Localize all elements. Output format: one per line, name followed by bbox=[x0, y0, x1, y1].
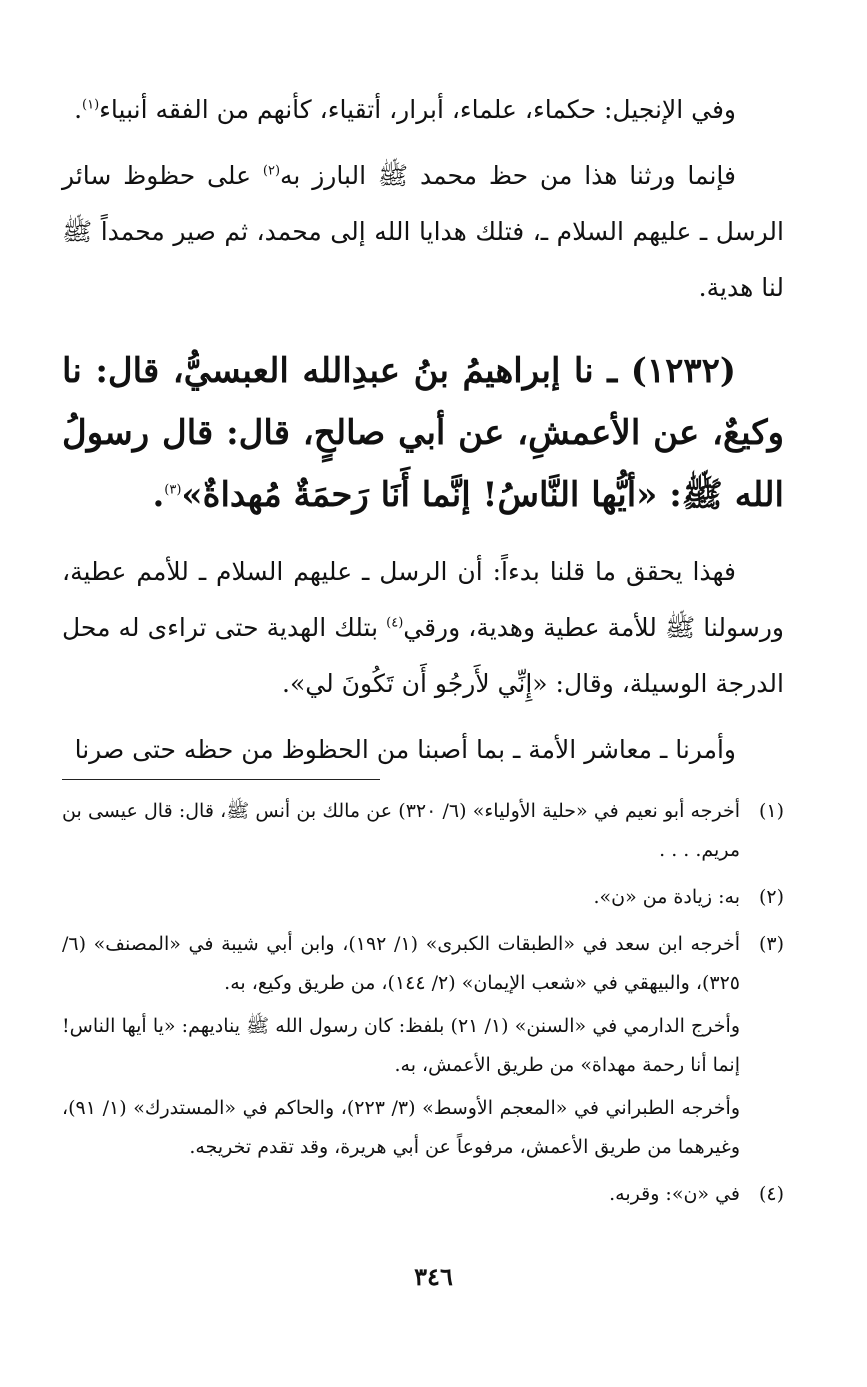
footnote-number: (٤) bbox=[758, 1183, 784, 1205]
footnote-text: وأخرج الدارمي في «السنن» (١/ ٢١) بلفظ: كان رسول الله ﷺ يناديهم: «يا أيها الناس! إنما أنا رحمة مهداة» من طريق الأعمش، به. bbox=[62, 1015, 740, 1076]
footnote bbox=[62, 925, 784, 1171]
footnote bbox=[62, 878, 784, 921]
footnotes bbox=[62, 792, 784, 1222]
footnote-number: (٣) bbox=[758, 933, 784, 955]
footnote bbox=[62, 792, 784, 874]
footnote-ref[interactable]: (١) bbox=[82, 97, 100, 113]
footnote-divider bbox=[62, 779, 380, 780]
footnote-ref[interactable]: (٣) bbox=[164, 482, 182, 498]
main-text bbox=[62, 82, 784, 788]
paragraph: وفي الإنجيل: حكماء، علماء، أبرار، أتقياء، كأنهم من الفقه أنبياء$^{(١)}$. bbox=[74, 95, 736, 124]
paragraph: فإنما ورثنا هذا من حظ محمد ﷺ البارز به$^{(٢)}$ على حظوظ سائر الرسل ـ عليهم السلام ـ، فتلك هدايا الله إلى محمد، ثم صير محمداً ﷺ لنا هدية. bbox=[62, 161, 784, 302]
footnote-number: (١) bbox=[758, 800, 784, 822]
footnote-text: به: زيادة من «ن». bbox=[593, 886, 740, 908]
hadith-text: (١٢٣٢) ـ نا إبراهيمُ بنُ عبدِالله العبسيُّ، قال: نا وكيعٌ، عن الأعمشِ، عن أبي صالحٍ، قال: قال رسولُ الله ﷺ: «أيُّها النَّاسُ! إنَّما أَنَا رَحمَةٌ مُهداةٌ»$^{(٣)}$. bbox=[62, 351, 784, 515]
paragraph: فهذا يحقق ما قلنا بدءاً: أن الرسل ـ عليهم السلام ـ للأمم عطية، ورسولنا ﷺ للأمة عطية وهدية، ورقي$^{(٤)}$ بتلك الهدية حتى تراءى له محل الدرجة الوسيلة، وقال: «إِنِّي لأَرجُو أَن تَكُونَ لي». bbox=[62, 557, 784, 698]
footnote bbox=[62, 1175, 784, 1218]
footnote-text: في «ن»: وقربه. bbox=[609, 1183, 740, 1205]
footnote-number: (٢) bbox=[758, 886, 784, 908]
footnote-text: أخرجه ابن سعد في «الطبقات الكبرى» (١/ ١٩٢)، وابن أبي شيبة في «المصنف» (٦/ ٣٢٥)، والبيهقي في «شعب الإيمان» (٢/ ١٤٤)، من طريق وكيع، به. bbox=[62, 933, 740, 994]
footnote-ref[interactable]: (٤) bbox=[386, 615, 404, 631]
footnote-text: أخرجه أبو نعيم في «حلية الأولياء» (٦/ ٣٢٠) عن مالك بن أنس ﷺ، قال: قال عيسى بن مريم. . . . bbox=[62, 800, 740, 861]
paragraph: وأمرنا ـ معاشر الأمة ـ بما أصبنا من الحظوظ من حظه حتى صرنا bbox=[74, 735, 736, 764]
footnote-ref[interactable]: (٢) bbox=[262, 163, 281, 179]
footnote-text: وأخرجه الطبراني في «المعجم الأوسط» (٣/ ٢٢٣)، والحاكم في «المستدرك» (١/ ٩١)، وغيرهما من طريق الأعمش، مرفوعاً عن أبي هريرة، وقد تقدم تخريجه. bbox=[62, 1097, 740, 1158]
page-number: ٣٤٦ bbox=[414, 1262, 453, 1291]
